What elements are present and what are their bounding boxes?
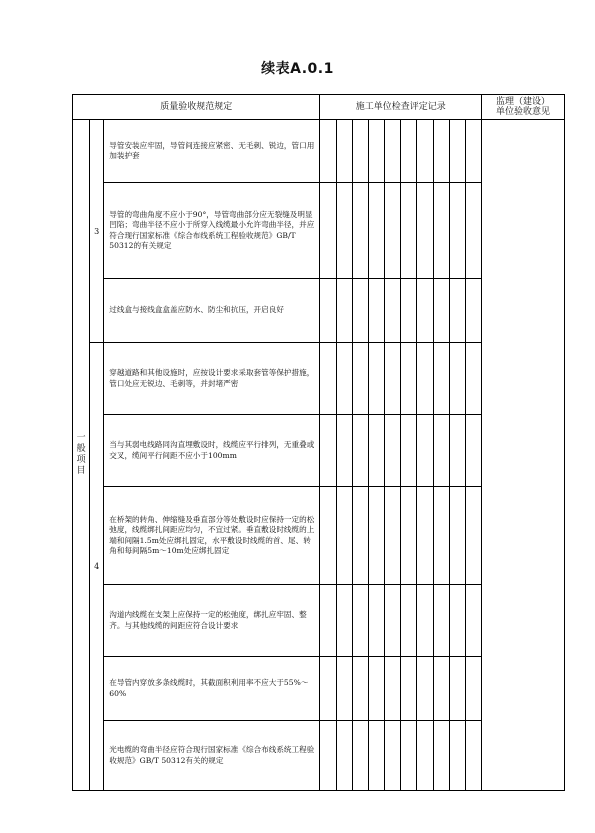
check-cell[interactable] [352, 279, 368, 343]
check-cell[interactable] [385, 487, 401, 585]
check-cell[interactable] [465, 721, 481, 791]
check-cell[interactable] [417, 487, 433, 585]
check-cell[interactable] [401, 585, 417, 657]
check-cell[interactable] [401, 120, 417, 183]
supervision-opinion-cell[interactable] [482, 120, 565, 791]
check-cell[interactable] [465, 657, 481, 721]
check-cell[interactable] [385, 279, 401, 343]
supervision-header-line1: 监理（建设） [496, 97, 551, 107]
check-cell[interactable] [465, 343, 481, 415]
check-cell[interactable] [336, 657, 352, 721]
category-cell [73, 120, 90, 791]
check-cell[interactable] [449, 279, 465, 343]
check-cell[interactable] [352, 657, 368, 721]
check-cell[interactable] [417, 721, 433, 791]
requirement-text: 沟道内线缆在支架上应保持一定的松弛度，绑扎应牢固、整齐。与其他线缆的间距应符合设计要求 [104, 585, 320, 657]
check-cell[interactable] [385, 415, 401, 487]
check-cell[interactable] [352, 343, 368, 415]
supervision-header-line2: 单位验收意见 [496, 107, 551, 117]
check-cell[interactable] [433, 343, 449, 415]
check-cell[interactable] [433, 657, 449, 721]
category-label: 一般项目 [76, 433, 86, 476]
check-cell[interactable] [336, 487, 352, 585]
check-cell[interactable] [385, 343, 401, 415]
check-cell[interactable] [417, 343, 433, 415]
requirement-text: 导管的弯曲角度不应小于90°，导管弯曲部分应无裂缝及明显凹陷；弯曲半径不应小于所穿入线缆最小允许弯曲半径，并应符合现行国家标准《综合布线系统工程验收规范》GB/T 50312的有关规定 [104, 183, 320, 279]
check-cell[interactable] [417, 657, 433, 721]
requirement-text: 光电缆的弯曲半径应符合现行国家标准《综合布线系统工程验收规范》GB/T 50312有关的规定 [104, 721, 320, 791]
check-cell[interactable] [433, 487, 449, 585]
check-cell[interactable] [385, 120, 401, 183]
check-cell[interactable] [465, 487, 481, 585]
check-cell[interactable] [417, 279, 433, 343]
check-cell[interactable] [449, 415, 465, 487]
check-cell[interactable] [385, 721, 401, 791]
check-cell[interactable] [320, 721, 336, 791]
check-cell[interactable] [401, 721, 417, 791]
check-cell[interactable] [465, 120, 481, 183]
page-title: 续表A.0.1 [261, 61, 334, 77]
check-cell[interactable] [368, 183, 384, 279]
check-cell[interactable] [401, 343, 417, 415]
check-cell[interactable] [320, 585, 336, 657]
check-cell[interactable] [352, 721, 368, 791]
check-cell[interactable] [320, 183, 336, 279]
group-number: 4 [90, 343, 104, 791]
check-cell[interactable] [465, 183, 481, 279]
check-cell[interactable] [336, 585, 352, 657]
check-cell[interactable] [433, 279, 449, 343]
check-cell[interactable] [368, 120, 384, 183]
check-cell[interactable] [320, 120, 336, 183]
check-cell[interactable] [401, 657, 417, 721]
check-cell[interactable] [401, 279, 417, 343]
check-cell[interactable] [401, 183, 417, 279]
check-cell[interactable] [368, 585, 384, 657]
header-row [73, 95, 565, 120]
construction-header: 施工单位检查评定记录 [320, 95, 482, 120]
check-cell[interactable] [320, 487, 336, 585]
check-cell[interactable] [352, 585, 368, 657]
check-cell[interactable] [368, 415, 384, 487]
check-cell[interactable] [336, 415, 352, 487]
check-cell[interactable] [449, 120, 465, 183]
supervision-header [482, 95, 565, 120]
check-cell[interactable] [320, 343, 336, 415]
check-cell[interactable] [320, 657, 336, 721]
check-cell[interactable] [449, 657, 465, 721]
check-cell[interactable] [449, 487, 465, 585]
check-cell[interactable] [352, 415, 368, 487]
check-cell[interactable] [352, 183, 368, 279]
requirement-text: 穿越道路和其他设施时，应按设计要求采取套管等保护措施，管口处应无锐边、毛刺等，并封堵严密 [104, 343, 320, 415]
check-cell[interactable] [336, 343, 352, 415]
check-cell[interactable] [465, 415, 481, 487]
requirement-text: 导管安装应牢固，导管间连接应紧密、无毛刺、锐边，管口用加装护套 [104, 120, 320, 183]
requirement-text: 当与其弱电线路同沟直埋敷设时，线缆应平行排列，无重叠或交叉，缆间平行间距不应小于100mm [104, 415, 320, 487]
check-cell[interactable] [449, 721, 465, 791]
acceptance-table [72, 94, 565, 791]
check-cell[interactable] [401, 415, 417, 487]
requirement-text: 过线盒与接线盒盒盖应防水、防尘和抗压，开启良好 [104, 279, 320, 343]
check-cell[interactable] [385, 183, 401, 279]
check-cell[interactable] [449, 585, 465, 657]
spec-header: 质量验收规范规定 [73, 95, 320, 120]
check-cell[interactable] [320, 415, 336, 487]
check-cell[interactable] [336, 721, 352, 791]
check-cell[interactable] [320, 279, 336, 343]
group-number: 3 [90, 120, 104, 343]
check-cell[interactable] [433, 415, 449, 487]
check-cell[interactable] [465, 585, 481, 657]
check-cell[interactable] [417, 415, 433, 487]
check-cell[interactable] [368, 279, 384, 343]
check-cell[interactable] [368, 343, 384, 415]
requirement-text: 在桥架的转角、伸缩缝及垂直部分等处敷设时应保持一定的松弛度，线缆绑扎间距应均匀，不宜过紧。垂直敷设时线缆的上端和间隔1.5m处应绑扎固定，水平敷设时线缆的首、尾、转角和每间隔5m～10m处应绑扎固定 [104, 487, 320, 585]
check-cell[interactable] [417, 120, 433, 183]
check-cell[interactable] [417, 183, 433, 279]
table-row [73, 120, 565, 183]
check-cell[interactable] [336, 120, 352, 183]
check-cell[interactable] [385, 585, 401, 657]
check-cell[interactable] [449, 343, 465, 415]
check-cell[interactable] [352, 120, 368, 183]
check-cell[interactable] [368, 721, 384, 791]
check-cell[interactable] [433, 721, 449, 791]
check-cell[interactable] [368, 657, 384, 721]
check-cell[interactable] [417, 585, 433, 657]
check-cell[interactable] [336, 183, 352, 279]
requirement-text: 在导管内穿放多条线缆时，其截面积利用率不应大于55%～60% [104, 657, 320, 721]
check-cell[interactable] [401, 487, 417, 585]
check-cell[interactable] [336, 279, 352, 343]
check-cell[interactable] [465, 279, 481, 343]
check-cell[interactable] [352, 487, 368, 585]
check-cell[interactable] [368, 487, 384, 585]
check-cell[interactable] [385, 657, 401, 721]
check-cell[interactable] [449, 183, 465, 279]
check-cell[interactable] [433, 120, 449, 183]
check-cell[interactable] [433, 585, 449, 657]
check-cell[interactable] [433, 183, 449, 279]
